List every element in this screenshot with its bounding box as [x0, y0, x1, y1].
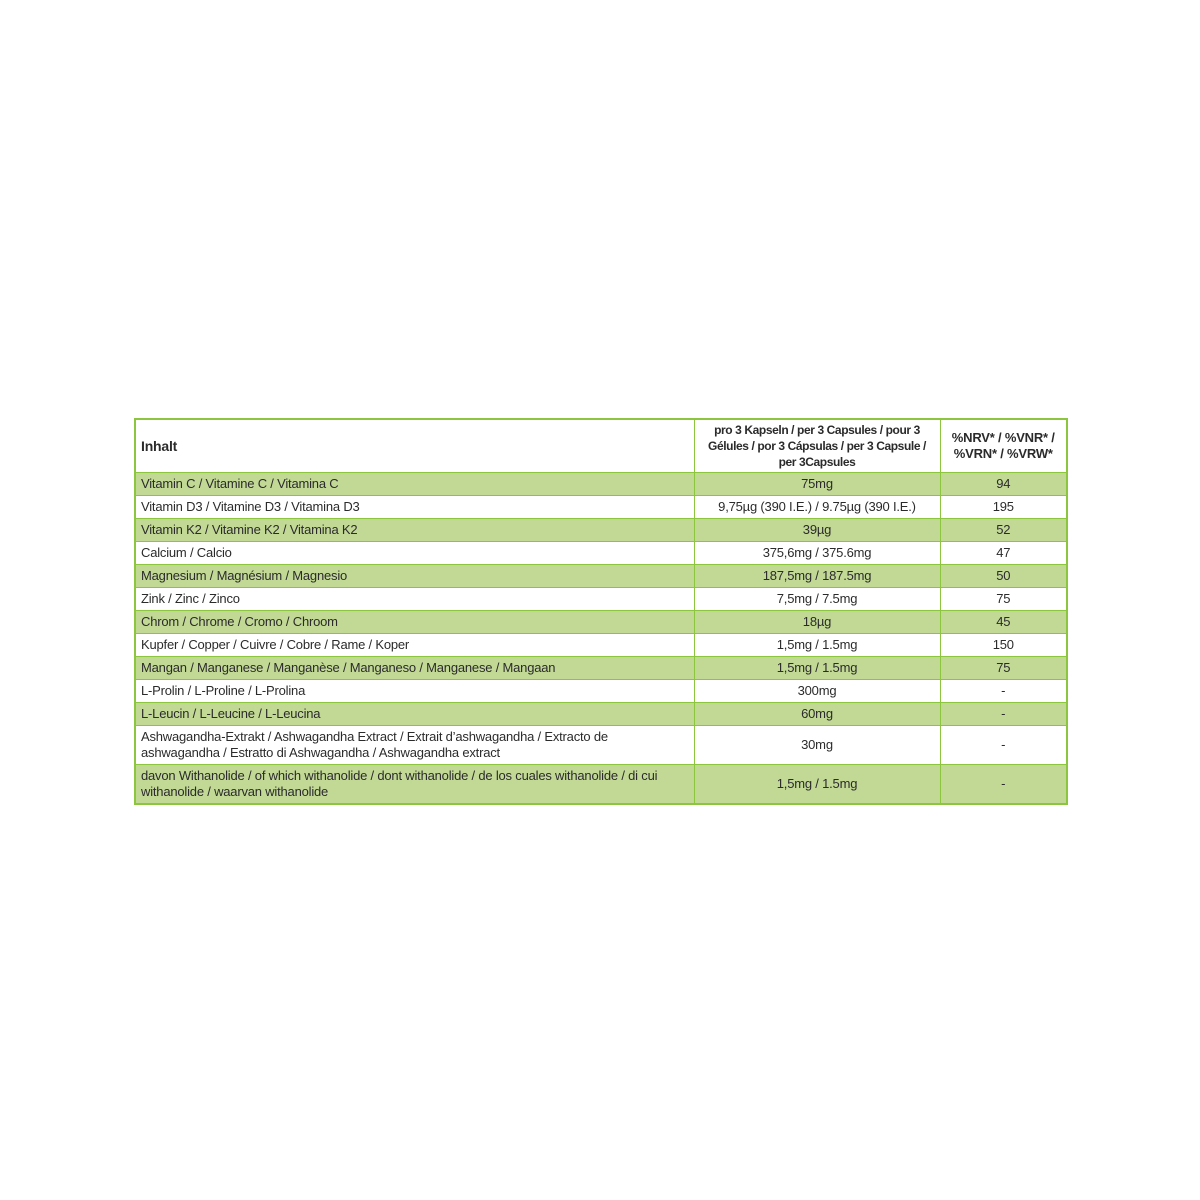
row-amount: 187,5mg / 187.5mg [694, 565, 940, 588]
table-row [135, 680, 1067, 703]
row-name: Magnesium / Magnésium / Magnesio [135, 565, 694, 588]
row-nrv: - [940, 680, 1067, 703]
row-amount: 1,5mg / 1.5mg [694, 765, 940, 805]
nutrition-table-container [134, 418, 1066, 805]
row-amount: 60mg [694, 703, 940, 726]
row-name: Chrom / Chrome / Cromo / Chroom [135, 611, 694, 634]
row-nrv: 75 [940, 657, 1067, 680]
row-name: Kupfer / Copper / Cuivre / Cobre / Rame / Koper [135, 634, 694, 657]
row-nrv: 45 [940, 611, 1067, 634]
row-name: Ashwagandha-Extrakt / Ashwagandha Extract / Extrait d’ashwagandha / Extracto de ashwagandha / Estratto di Ashwagandha / Ashwagandha extract [135, 726, 694, 765]
table-row [135, 611, 1067, 634]
row-nrv: 52 [940, 519, 1067, 542]
header-content: Inhalt [135, 419, 694, 473]
header-nrv: %NRV* / %VNR* / %VRN* / %VRW* [940, 419, 1067, 473]
row-nrv: 75 [940, 588, 1067, 611]
nutrition-table [134, 418, 1068, 805]
row-nrv: - [940, 765, 1067, 805]
row-name: Zink / Zinc / Zinco [135, 588, 694, 611]
row-amount: 9,75µg (390 I.E.) / 9.75µg (390 I.E.) [694, 496, 940, 519]
table-row [135, 588, 1067, 611]
table-row [135, 565, 1067, 588]
table-row [135, 519, 1067, 542]
header-amount: pro 3 Kapseln / per 3 Capsules / pour 3 Gélules / por 3 Cápsulas / per 3 Capsule / per 3Capsules [694, 419, 940, 473]
row-nrv: 50 [940, 565, 1067, 588]
row-nrv: - [940, 726, 1067, 765]
row-amount: 300mg [694, 680, 940, 703]
table-header-row [135, 419, 1067, 473]
row-name: Calcium / Calcio [135, 542, 694, 565]
row-name: davon Withanolide / of which withanolide / dont withanolide / de los cuales withanolide / di cui withanolide / waarvan withanolide [135, 765, 694, 805]
row-nrv: - [940, 703, 1067, 726]
row-amount: 375,6mg / 375.6mg [694, 542, 940, 565]
table-row [135, 726, 1067, 765]
row-amount: 75mg [694, 473, 940, 496]
table-row [135, 634, 1067, 657]
row-name: L-Prolin / L-Proline / L-Prolina [135, 680, 694, 703]
row-amount: 7,5mg / 7.5mg [694, 588, 940, 611]
table-row [135, 657, 1067, 680]
row-name: Vitamin D3 / Vitamine D3 / Vitamina D3 [135, 496, 694, 519]
table-row [135, 473, 1067, 496]
row-nrv: 47 [940, 542, 1067, 565]
row-name: Vitamin K2 / Vitamine K2 / Vitamina K2 [135, 519, 694, 542]
row-nrv: 150 [940, 634, 1067, 657]
row-amount: 18µg [694, 611, 940, 634]
row-name: Mangan / Manganese / Manganèse / Manganeso / Manganese / Mangaan [135, 657, 694, 680]
row-amount: 1,5mg / 1.5mg [694, 657, 940, 680]
table-row [135, 496, 1067, 519]
row-amount: 39µg [694, 519, 940, 542]
row-nrv: 195 [940, 496, 1067, 519]
row-name: L-Leucin / L-Leucine / L-Leucina [135, 703, 694, 726]
row-nrv: 94 [940, 473, 1067, 496]
row-amount: 1,5mg / 1.5mg [694, 634, 940, 657]
table-row [135, 542, 1067, 565]
table-row [135, 703, 1067, 726]
row-amount: 30mg [694, 726, 940, 765]
row-name: Vitamin C / Vitamine C / Vitamina C [135, 473, 694, 496]
table-row [135, 765, 1067, 805]
